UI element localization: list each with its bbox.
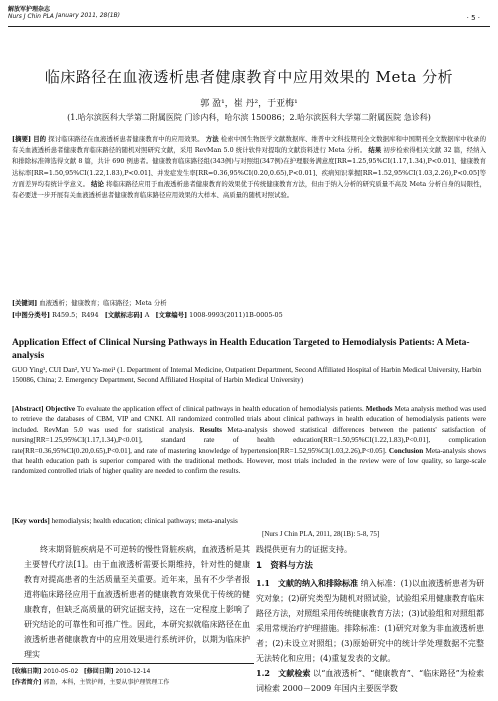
clc-value: R459.5；R494 — [52, 311, 99, 319]
header-rule — [8, 26, 490, 27]
en-methods-label: Methods — [365, 405, 393, 413]
conclusion-text: 将临床路径应用于血液透析患者健康教育的效果优于传统健康教育方法，但由于纳入分析的研究质量不高及 Meta 分析自身的局限性，有必要进一步开展有关血液透析患者健康教育临床路径应用效果的大样本、高质量的随机对照试验。 — [12, 179, 486, 200]
body-right-intro: 践提供更有力的证据支持。 — [256, 545, 352, 554]
journal-name-en: Nurs J Chin PLA — [8, 13, 54, 20]
objective-label: 目的 — [33, 135, 47, 143]
abstract-cn — [12, 134, 486, 201]
footnote-box — [12, 663, 254, 688]
page-number: · 5 · — [466, 14, 480, 22]
conclusion-label: 结论 — [91, 179, 104, 188]
en-conclusion-text: Meta-analysis shows that health education path is superior compared with the traditional methods. However, most trials included in the review were of low quality, so large-scale randomized controlled trials of higher quality are needed to confirm the results. — [12, 446, 486, 476]
revised-date: 2010-12-14 — [115, 668, 151, 675]
clc-label: [中图分类号] — [12, 311, 51, 319]
results-label: 结果 — [368, 146, 382, 155]
author-bio: 郭盈，本科，主管护师，主要从事护理管理工作 — [43, 679, 170, 686]
en-abstract-label: [Abstract] — [12, 405, 44, 413]
english-keywords — [12, 516, 486, 526]
methods-text: 检索中国生物医学文献数据库、维普中文科技期刊全文数据库和中国期刊全文数据库中收录的有关血液透析患者健康教育临床路径的随机对照研究文献，采用 RevMan 5.0 统计软件对提取的文献资料进行 Meta 分析。 — [12, 135, 487, 155]
en-methods-text: Meta analysis method was used to retrieve the databases of CBM, VIP and CNKI. All randomized controlled trials about clinical pathways in health education of hemodialysis patients were included. RevMan 5.0 was used for statistical analysis. — [12, 405, 487, 434]
section-heading: 1 资料与方法 — [256, 561, 313, 571]
doc-code-value: A — [144, 311, 150, 319]
author-list: 郭 盈¹，崔 丹²，于亚梅¹ — [200, 99, 298, 109]
english-abstract — [12, 404, 486, 477]
subsection-1-2-text: 以“血液透析”、“健康教育”、“临床路径”为检索词检索 2000－2009 年国内主要医学数 — [256, 669, 484, 693]
revised-label: [修回日期] — [84, 668, 114, 675]
subsection-1-2-label: 1.2 文献检索 — [256, 668, 311, 678]
article-id-label: [文章编号] — [155, 311, 188, 319]
english-title: Application Effect of Clinical Nursing Pathways in Health Education Targeted to Hemodialysis Patients: A Meta-analysis — [12, 338, 470, 361]
objective-text: 探讨临床路径在血液透析患者健康教育中的应用效果。 — [48, 135, 204, 143]
dates-line — [12, 666, 254, 677]
journal-header — [8, 6, 120, 20]
author-bio-label: [作者简介] — [12, 679, 42, 686]
issue-date: January 2011, 28(1B) — [56, 12, 120, 19]
author-bio-line — [12, 677, 254, 688]
journal-name-cn: 解放军护理杂志 — [8, 6, 51, 13]
abstract-label: [摘要] — [12, 135, 32, 143]
en-keywords-text: hemodialysis; health education; clinical pathways; meta-analysis — [51, 517, 238, 525]
english-authors: GUO Ying¹, CUI Dan², YU Ya-mei¹ (1. Department of Internal Medicine, Outpatient Department, Second Affiliated Hospital of Harbin Medical University, Harbin 150086, China; 2. Emergency Department, Second Affiliated Hospital of Harbin Medical University) — [12, 366, 482, 384]
received-date: 2010-05-02 — [43, 668, 79, 675]
keywords-text: 血液透析；健康教育；临床路径；Meta 分析 — [39, 299, 167, 307]
citation: [Nurs J Chin PLA, 2011, 28(1B): 5-8, 75] — [262, 530, 380, 538]
body-right-column — [256, 542, 484, 696]
classification-line — [12, 310, 486, 321]
article-title: 临床路径在血液透析患者健康教育中应用效果的 Meta 分析 — [44, 68, 454, 86]
en-results-label: Results — [199, 425, 222, 434]
en-objective-text: To evaluate the application effect of clinical pathways in health education of hemodialysis patients. — [76, 405, 364, 413]
subsection-1-1-label: 1.1 文献的纳入和排除标准 — [256, 578, 359, 588]
en-conclusion-label: Conclusion — [388, 446, 424, 455]
keywords-cn — [12, 298, 486, 309]
affiliation: (1.哈尔滨医科大学第二附属医院 门诊内科，哈尔滨 150086；2.哈尔滨医科大学第二附属医院 急诊科) — [67, 113, 431, 122]
doc-code-label: [文献标志码] — [104, 311, 143, 319]
en-objective-label: Objective — [45, 405, 76, 413]
en-keywords-label: [Key words] — [12, 517, 50, 525]
subsection-1-1 — [256, 576, 484, 666]
keywords-label: [关键词] — [12, 299, 38, 307]
results-text: 初步检索得相关文献 32 篇，经纳入和排除标准筛选得文献 8 篇，共计 690 例患者。健康教育临床路径组(343例)与对照组(347例)在护理服务满意度[RR=1.25,95%CI(1.17,1.34),P<0.01]、健康教育达标率[RR=1.50,95%CI(1.22,1.83),P<0.01]、并发症发生率[RR=0.36,95%CI(0.20,0.65),P<0.01]、疾病知识掌握[RR=1.52,95%CI(1.03,2.26),P<0.05]等方面差异均有统计学意义。 — [12, 146, 486, 188]
subsection-1-2 — [256, 666, 484, 696]
body-left-column: 终末期肾脏疾病是不可逆转的慢性肾脏疾病，血液透析是其主要替代疗法[1]。由于血液透析需要长期维持，针对性的健康教育对提高患者的生活质量至关重要。近年来，虽有不少学者报道将临床路径应用于血液透析患者的健康教育效果优于传统的健康教育，但缺乏高质量的研究证据支持，这在一定程度上影响了研究结论的可靠性和可推广性。因此，本研究拟就临床路径在血液透析患者健康教育中的应用效果进行系统评价，以期为临床护理实 — [24, 545, 250, 659]
subsection-1-1-text: 纳入标准：(1)以血液透析患者为研究对象；(2)研究类型为随机对照试验，试验组采用健康教育临床路径方法，对照组采用传统健康教育方法；(3)试验组和对照组都采用常规治疗护理措施。排除标准：(1)研究对象为非血液透析患者；(2)未设立对照组；(3)原始研究中的统计学处理数据不完整无法转化和应用；(4)重复发表的文献。 — [256, 579, 485, 663]
methods-label: 方法 — [205, 135, 219, 143]
received-label: [收稿日期] — [12, 668, 42, 675]
en-results-text: Meta-analysis showed statistical differences between the patients' satisfaction of nursing[RR=1.25,95%CI(1.17,1.34),P<0.01], standard rate of health education[RR=1.50,95%CI(1.22,1.83),P<0.01], complication rate[RR=0.36,95%CI(0.20,0.65),P<0.01], and rate of mastering knowledge of hypertension[RR=1.52,95%CI(1.03,2.26),P<0.05]. — [12, 425, 486, 455]
article-id-value: 1008-9993(2011)1B-0005-05 — [189, 311, 283, 319]
